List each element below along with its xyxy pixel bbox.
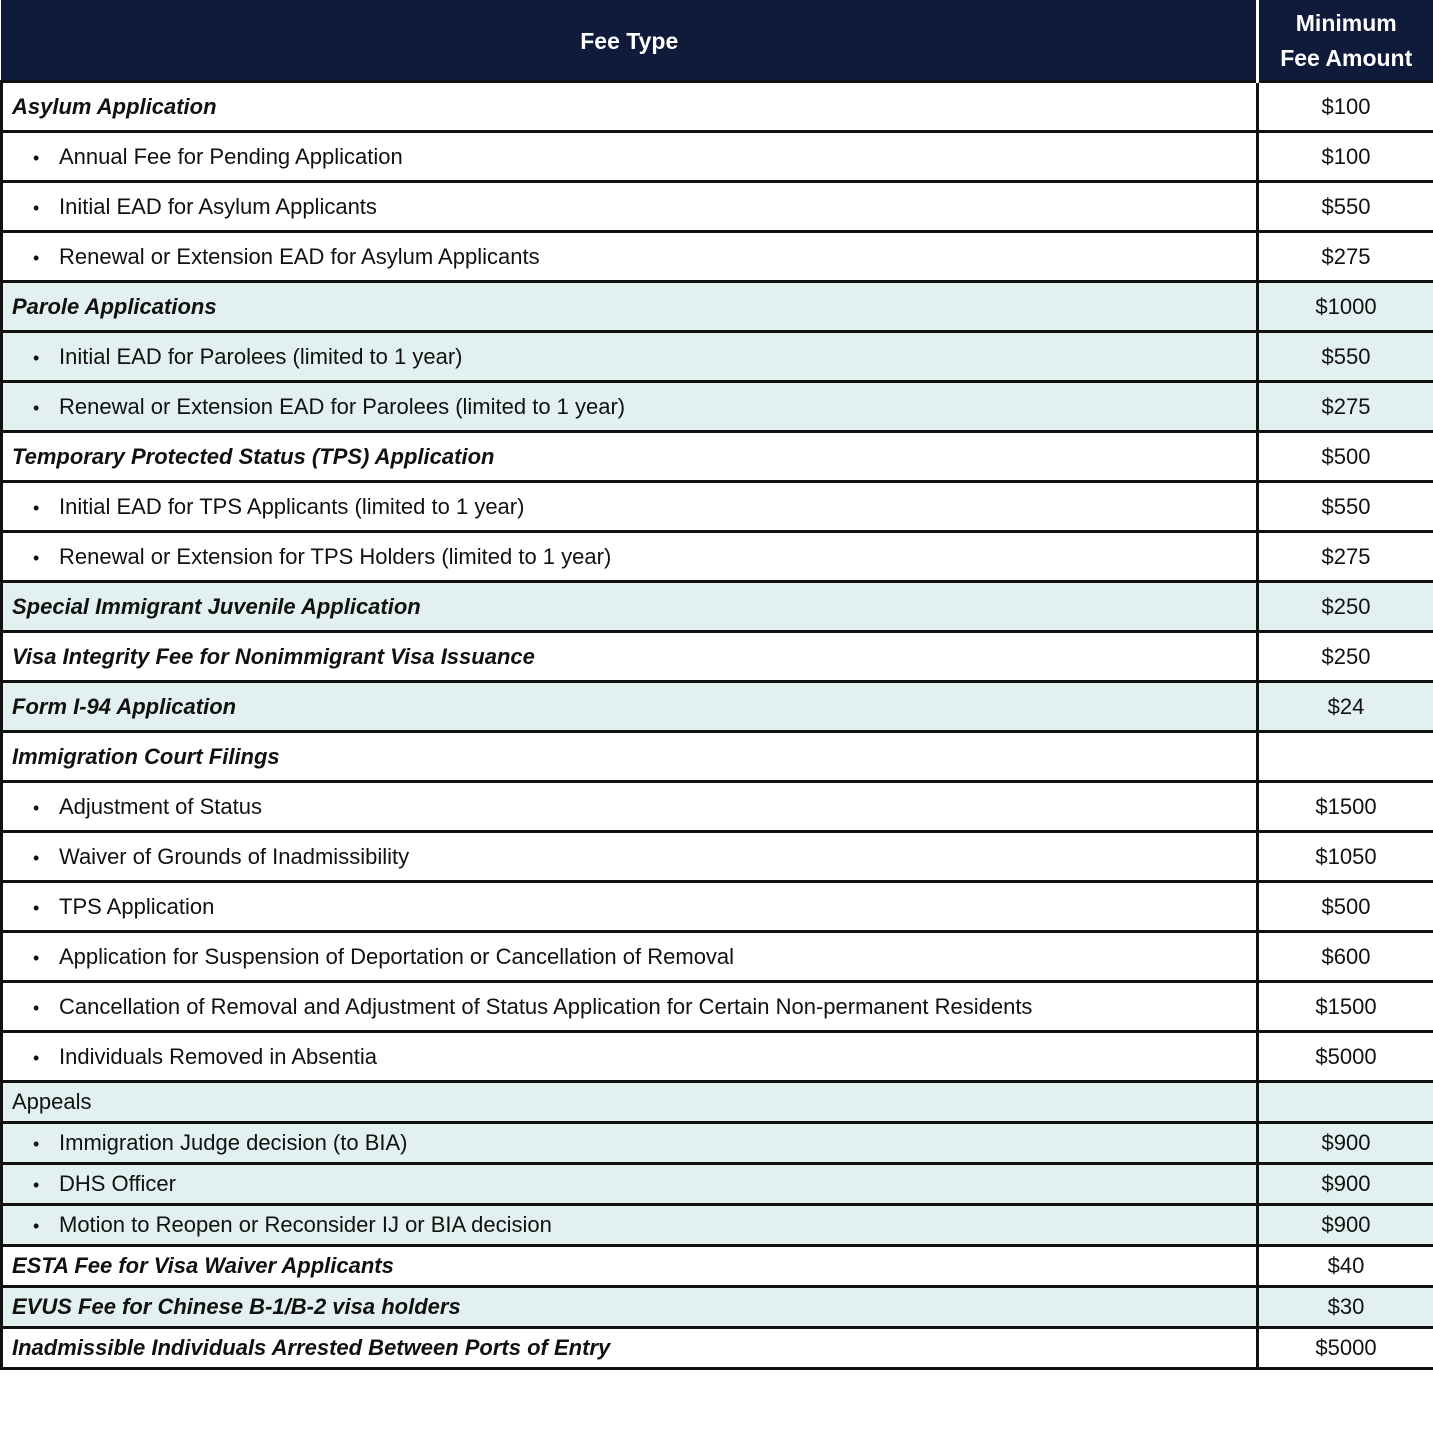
table-row: [2, 732, 1433, 782]
table-row: [2, 582, 1433, 632]
fee-amount-cell: [1258, 982, 1433, 1032]
fee-amount-value: $600: [1321, 943, 1371, 969]
fee-type-header-label: Fee Type: [580, 28, 679, 54]
fee-type-label: Parole Applications: [12, 293, 217, 319]
fee-amount-cell: [1258, 582, 1433, 632]
fee-type-label: Special Immigrant Juvenile Application: [12, 593, 421, 619]
fee-amount-value: $40: [1327, 1253, 1365, 1278]
table-row: [2, 782, 1433, 832]
bullet-icon: •: [33, 1134, 40, 1154]
fee-type-label: Initial EAD for Asylum Applicants: [59, 193, 377, 219]
bullet-icon: •: [33, 1047, 40, 1068]
fee-type-label: Immigration Judge decision (to BIA): [59, 1130, 408, 1155]
fee-type-label: Initial EAD for Parolees (limited to 1 year): [59, 343, 463, 369]
fee-type-label: ESTA Fee for Visa Waiver Applicants: [12, 1253, 394, 1278]
bullet-icon: •: [33, 997, 40, 1018]
amount-header-line1: Minimum: [1295, 10, 1397, 36]
bullet-icon: •: [33, 797, 40, 818]
table-row: [2, 82, 1433, 132]
fee-type-cell: [2, 432, 1258, 482]
fee-amount-value: $250: [1321, 643, 1371, 669]
fee-type-label: Renewal or Extension for TPS Holders (limited to 1 year): [59, 543, 612, 569]
fee-amount-value: $550: [1321, 193, 1371, 219]
bullet-icon: •: [33, 1175, 40, 1195]
fee-amount-cell: [1258, 1123, 1433, 1164]
bullet-icon: •: [33, 197, 40, 218]
table-row: [2, 1032, 1433, 1082]
fee-type-cell: [2, 732, 1258, 782]
fee-type-label: Motion to Reopen or Reconsider IJ or BIA decision: [59, 1212, 552, 1237]
fee-amount-cell: [1258, 882, 1433, 932]
fee-amount-cell: [1258, 332, 1433, 382]
table-row: [2, 1123, 1433, 1164]
fee-type-cell: [2, 282, 1258, 332]
fee-amount-cell: [1258, 1205, 1433, 1246]
fee-amount-cell: [1258, 1164, 1433, 1205]
bullet-icon: •: [33, 397, 40, 418]
fee-type-label: TPS Application: [59, 893, 215, 919]
fee-amount-cell: [1258, 382, 1433, 432]
fee-amount-value: $500: [1321, 443, 1371, 469]
fee-type-cell: [2, 882, 1258, 932]
fee-amount-cell: [1258, 1032, 1433, 1082]
fee-amount-value: $900: [1321, 1171, 1371, 1196]
fee-amount-value: $5000: [1315, 1043, 1377, 1069]
fee-type-cell: [2, 1164, 1258, 1205]
fee-type-cell: [2, 1082, 1258, 1123]
fee-type-cell: [2, 532, 1258, 582]
fee-type-cell: [2, 82, 1258, 132]
bullet-icon: •: [33, 497, 40, 518]
table-row: [2, 882, 1433, 932]
fee-table-body: [2, 82, 1433, 1369]
fee-type-label: Inadmissible Individuals Arrested Between Ports of Entry: [12, 1335, 611, 1360]
fee-type-label: Renewal or Extension EAD for Asylum Applicants: [59, 243, 540, 269]
fee-amount-cell: [1258, 532, 1433, 582]
fee-type-cell: [2, 832, 1258, 882]
fee-type-label: Application for Suspension of Deportation or Cancellation of Removal: [59, 943, 735, 969]
fee-type-cell: [2, 132, 1258, 182]
bullet-icon: •: [33, 247, 40, 268]
fee-type-cell: [2, 1032, 1258, 1082]
fee-amount-cell: [1258, 232, 1433, 282]
fee-type-cell: [2, 482, 1258, 532]
fee-type-label: Immigration Court Filings: [12, 743, 280, 769]
fee-type-label: Annual Fee for Pending Application: [59, 143, 403, 169]
table-row: [2, 182, 1433, 232]
fee-amount-cell: [1258, 682, 1433, 732]
fee-amount-cell: [1258, 132, 1433, 182]
table-row: [2, 1328, 1433, 1369]
table-row: [2, 482, 1433, 532]
table-row: [2, 232, 1433, 282]
fee-amount-cell: [1258, 82, 1433, 132]
fee-type-label: Visa Integrity Fee for Nonimmigrant Visa Issuance: [12, 643, 535, 669]
fee-amount-value: $1500: [1315, 793, 1377, 819]
fee-type-label: Adjustment of Status: [59, 793, 262, 819]
fee-type-cell: [2, 1287, 1258, 1328]
table-row: [2, 632, 1433, 682]
bullet-icon: •: [33, 547, 40, 568]
fee-amount-value: $1000: [1315, 293, 1377, 319]
bullet-icon: •: [33, 847, 40, 868]
fee-type-cell: [2, 1328, 1258, 1369]
fee-type-label: Form I-94 Application: [12, 693, 237, 719]
fee-amount-cell: [1258, 782, 1433, 832]
fee-type-cell: [2, 232, 1258, 282]
fee-type-cell: [2, 1123, 1258, 1164]
fee-type-label: EVUS Fee for Chinese B-1/B-2 visa holders: [12, 1294, 461, 1319]
fee-amount-cell: [1258, 1082, 1433, 1123]
table-row: [2, 332, 1433, 382]
fee-type-cell: [2, 982, 1258, 1032]
bullet-icon: •: [33, 347, 40, 368]
fee-type-label: Individuals Removed in Absentia: [59, 1043, 377, 1069]
fee-type-label: Appeals: [12, 1089, 92, 1114]
table-row: [2, 132, 1433, 182]
table-header-row: [2, 1, 1433, 82]
fee-type-cell: [2, 1205, 1258, 1246]
fee-amount-value: $1500: [1315, 993, 1377, 1019]
fee-amount-cell: [1258, 1287, 1433, 1328]
fee-amount-cell: [1258, 1246, 1433, 1287]
fee-type-label: Initial EAD for TPS Applicants (limited to 1 year): [59, 493, 525, 519]
fee-amount-value: $550: [1321, 493, 1371, 519]
table-row: [2, 1082, 1433, 1123]
fee-type-column-header: [2, 1, 1258, 82]
fee-amount-value: $30: [1327, 1294, 1365, 1319]
bullet-icon: •: [33, 947, 40, 968]
fee-amount-value: $550: [1321, 343, 1371, 369]
fee-type-cell: [2, 682, 1258, 732]
bullet-icon: •: [33, 147, 40, 168]
fee-amount-value: $24: [1327, 693, 1365, 719]
table-row: [2, 382, 1433, 432]
fee-type-cell: [2, 1246, 1258, 1287]
fee-type-label: Cancellation of Removal and Adjustment of Status Application for Certain Non-permanent Residents: [59, 993, 1033, 1019]
fee-amount-value: $500: [1321, 893, 1371, 919]
fee-amount-cell: [1258, 632, 1433, 682]
fee-amount-value: $5000: [1315, 1335, 1377, 1360]
fee-amount-cell: [1258, 932, 1433, 982]
table-row: [2, 532, 1433, 582]
table-row: [2, 682, 1433, 732]
fee-amount-value: $275: [1321, 543, 1371, 569]
fee-type-label: Asylum Application: [12, 93, 217, 119]
fee-amount-value: $100: [1321, 93, 1371, 119]
table-row: [2, 932, 1433, 982]
amount-header-line2: Fee Amount: [1280, 45, 1413, 71]
fee-amount-cell: [1258, 832, 1433, 882]
fee-type-cell: [2, 182, 1258, 232]
fee-amount-value: $900: [1321, 1130, 1371, 1155]
table-row: [2, 982, 1433, 1032]
fee-amount-value: $275: [1321, 243, 1371, 269]
fee-type-cell: [2, 782, 1258, 832]
bullet-icon: •: [33, 1216, 40, 1236]
fee-type-label: Renewal or Extension EAD for Parolees (limited to 1 year): [59, 393, 626, 419]
fee-type-label: DHS Officer: [59, 1171, 176, 1196]
fee-amount-cell: [1258, 482, 1433, 532]
fee-amount-cell: [1258, 432, 1433, 482]
table-row: [2, 282, 1433, 332]
fee-type-cell: [2, 932, 1258, 982]
fee-type-label: Waiver of Grounds of Inadmissibility: [59, 843, 410, 869]
fee-amount-cell: [1258, 732, 1433, 782]
fee-amount-cell: [1258, 1328, 1433, 1369]
fee-amount-value: $250: [1321, 593, 1371, 619]
fee-type-cell: [2, 382, 1258, 432]
fee-type-cell: [2, 632, 1258, 682]
table-row: [2, 832, 1433, 882]
table-row: [2, 432, 1433, 482]
table-row: [2, 1287, 1433, 1328]
fee-type-cell: [2, 582, 1258, 632]
table-row: [2, 1205, 1433, 1246]
fee-amount-value: $275: [1321, 393, 1371, 419]
minimum-fee-amount-column-header: [1258, 1, 1433, 82]
fee-amount-cell: [1258, 182, 1433, 232]
fee-amount-value: $1050: [1315, 843, 1377, 869]
bullet-icon: •: [33, 897, 40, 918]
fee-type-label: Temporary Protected Status (TPS) Application: [12, 443, 495, 469]
fee-type-cell: [2, 332, 1258, 382]
table-row: [2, 1164, 1433, 1205]
table-row: [2, 1246, 1433, 1287]
fee-amount-value: $100: [1321, 143, 1371, 169]
fee-amount-value: $900: [1321, 1212, 1371, 1237]
fee-amount-cell: [1258, 282, 1433, 332]
